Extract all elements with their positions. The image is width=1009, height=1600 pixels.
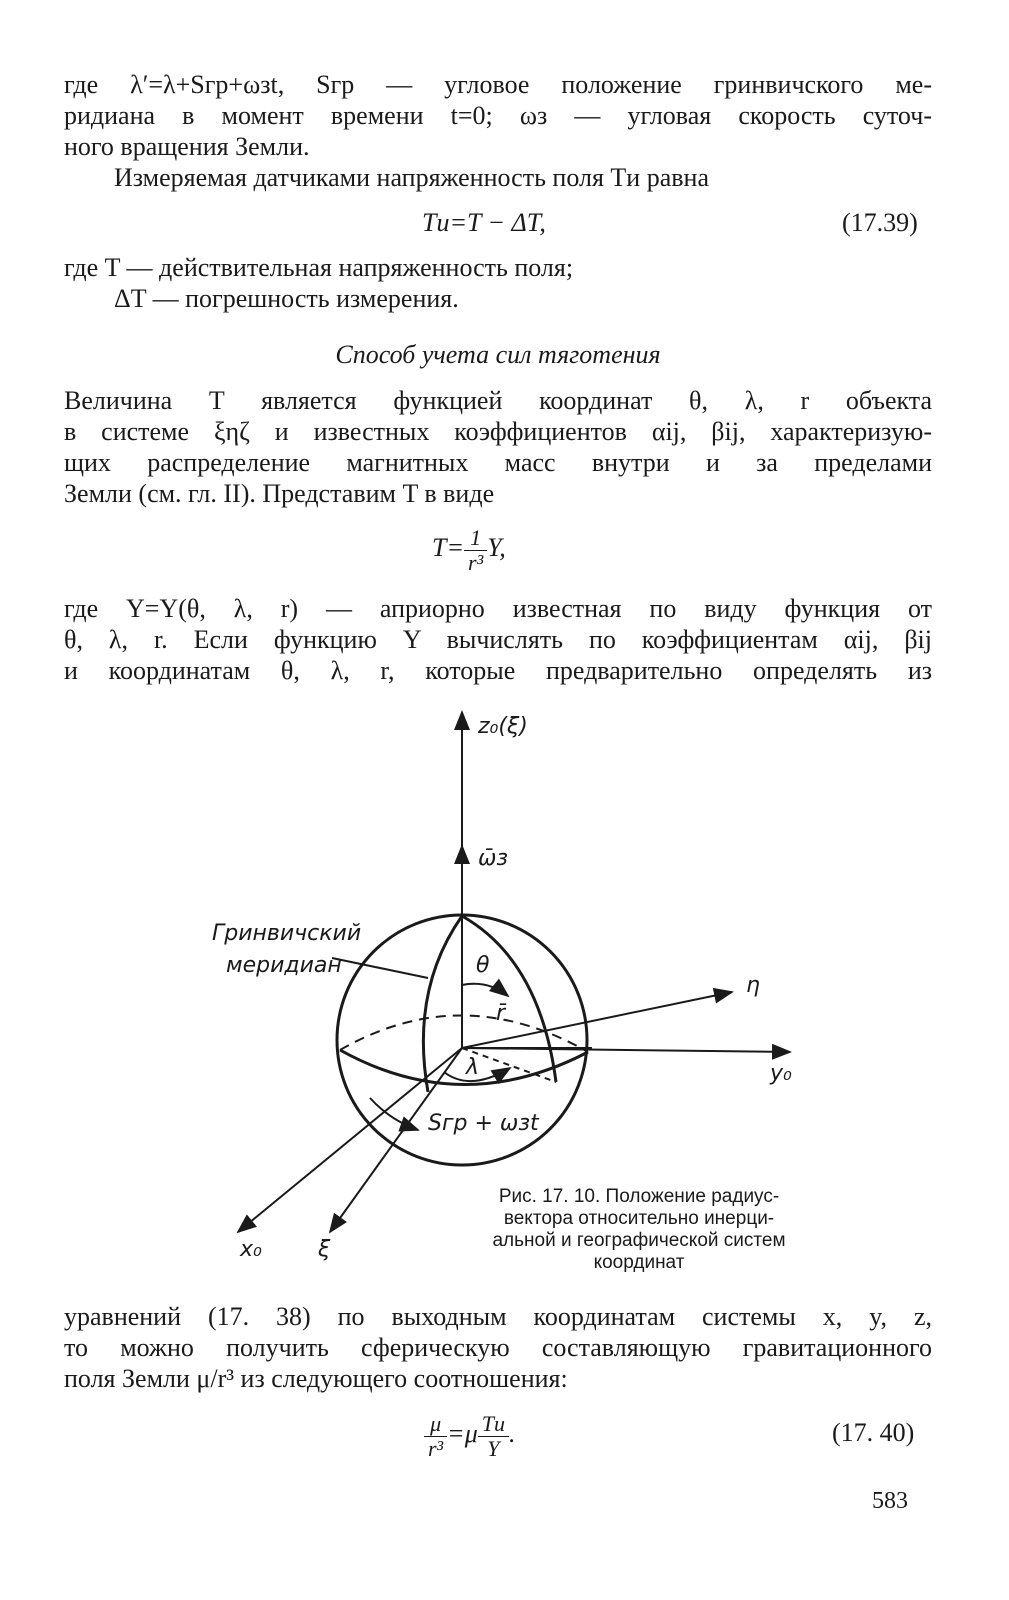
text-line: ридиана в момент времени t=0; ωз — угловая скорость суточ- [64, 101, 932, 130]
text-line: щих распределение магнитных масс внутри и за пределами [64, 448, 932, 477]
eq-rhs: Y, [487, 533, 506, 562]
greenwich-meridian [423, 916, 462, 1092]
eq-den: r³ [468, 549, 484, 575]
eq-den: r³ [428, 1435, 444, 1461]
theta-label: θ [476, 953, 490, 978]
text-line: Величина T является функцией координат θ, λ, r объекта [64, 386, 932, 415]
eq-num: μ [424, 1412, 447, 1437]
greenwich-pointer [332, 958, 428, 978]
text-line: где Y=Y(θ, λ, r) — априорно известная по виду функция от [64, 594, 932, 623]
section-title: Способ учета сил тяготения [335, 340, 661, 369]
greenwich-label-1: Гринвичский [212, 921, 362, 946]
eq-lhs: T= [432, 533, 465, 562]
y0-label: y₀ [770, 1061, 792, 1086]
page-number: 583 [872, 1488, 908, 1514]
eq-num: Tи [478, 1412, 509, 1437]
eq-num: 1 [464, 526, 487, 551]
eq-end: . [509, 1419, 516, 1448]
equation-17-39: Tи=T − ΔT, [422, 208, 546, 237]
equation-number: (17. 40) [832, 1418, 915, 1447]
caption-line: координат [593, 1252, 685, 1273]
eq-mid: =μ [447, 1419, 478, 1448]
x0-label: x₀ [240, 1237, 262, 1262]
text-line: уравнений (17. 38) по выходным координатам системы x, y, z, [64, 1302, 932, 1331]
equation-17-40 [424, 1404, 516, 1464]
figure-caption [464, 1186, 814, 1274]
theta-arc [462, 984, 508, 996]
lambda-label: λ [466, 1055, 480, 1080]
text-line: где λ′=λ+Sгр+ωзt, Sгр — угловое положение гринвичского ме- [64, 70, 932, 99]
text-line: ного вращения Земли. [64, 132, 310, 161]
r-vector-label: r̄ [496, 1001, 506, 1026]
s-label: Sгр + ωзt [428, 1111, 539, 1136]
text-line: и координатам θ, λ, r, которые предварительно определять из [64, 656, 932, 685]
text-line: Земли (см. гл. II). Представим T в виде [64, 479, 495, 508]
equation-number: (17.39) [842, 208, 918, 237]
omega-label: ω̄з [478, 846, 509, 871]
xi-label: ξ [318, 1237, 331, 1262]
text-line: θ, λ, r. Если функцию Y вычислять по коэффициентам αij, βij [64, 625, 932, 654]
caption-line: альной и географической систем [492, 1230, 786, 1251]
text-line: поля Земли μ/r³ из следующего соотношения: [64, 1364, 568, 1393]
text-line: в системе ξηζ и известных коэффициентов αij, βij, характеризую- [64, 417, 932, 446]
z-axis-label: z₀(ξ) [478, 714, 528, 739]
eta-label: η [746, 973, 760, 998]
text-line: где T — действительная напряженность поля; [64, 253, 574, 282]
eq-den: Y [487, 1435, 500, 1461]
text-line: ΔT — погрешность измерения. [114, 284, 459, 313]
caption-line: вектора относительно инерци- [503, 1208, 775, 1229]
greenwich-label-2: меридиан [226, 953, 342, 978]
caption-line: Рис. 17. 10. Положение радиус- [498, 1186, 780, 1207]
text-line: Измеряемая датчиками напряженность поля Tи равна [114, 163, 709, 192]
equation-t [432, 518, 506, 578]
text-line: то можно получить сферическую составляющую гравитационного [64, 1333, 932, 1362]
